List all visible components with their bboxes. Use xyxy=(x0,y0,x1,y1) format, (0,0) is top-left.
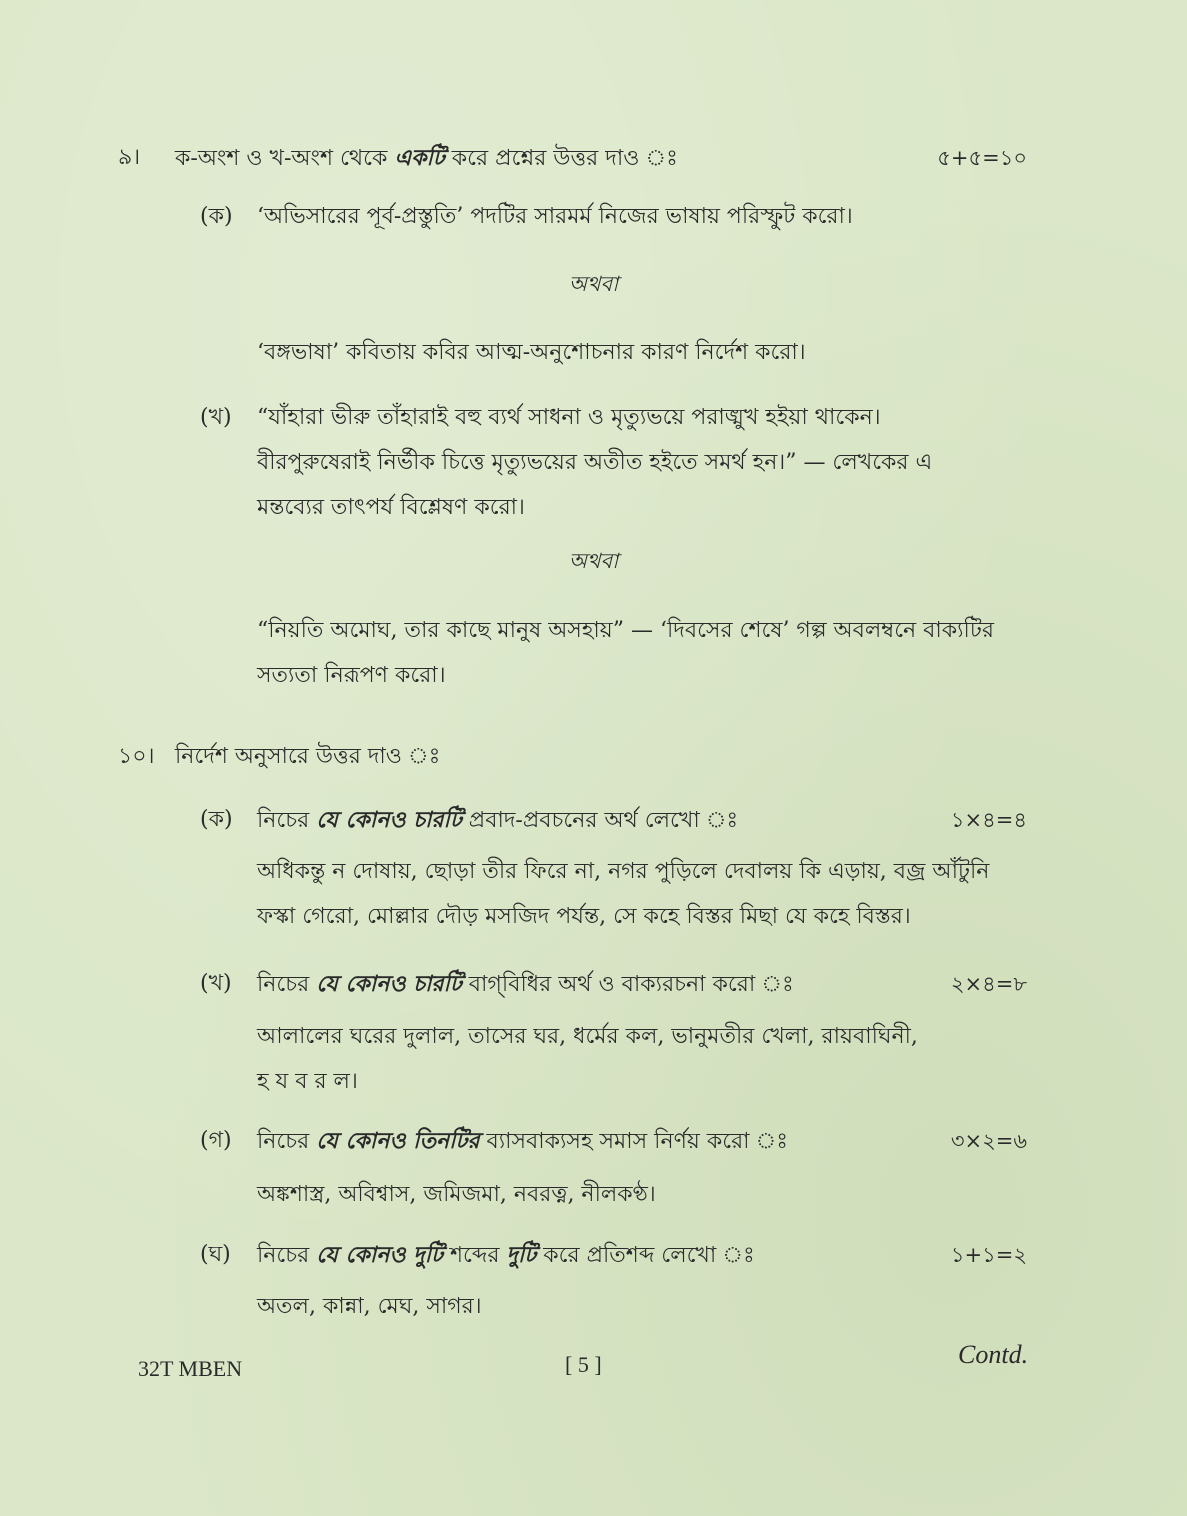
q9-ka-text: ‘অভিসারের পূর্ব-প্রস্তুতি’ পদটির সারমর্ম নিজের ভাষায় পরিস্ফুট করো। xyxy=(257,204,853,229)
q10-ka-marks: ১×৪=৪ xyxy=(950,808,1027,832)
or-separator-1: অথবা xyxy=(568,272,619,296)
instruction-text-end: প্রবাদ-প্রবচনের অর্থ লেখো ঃ xyxy=(461,808,739,833)
intro-text: ক-অংশ ও খ-অংশ থেকে xyxy=(175,146,395,171)
q10-kha-line-1: আলালের ঘরের দুলাল, তাসের ঘর, ধর্মের কল, ভানুমতীর খেলা, রায়বাঘিনী, xyxy=(257,1024,918,1049)
q10-gha-marks: ১+১=২ xyxy=(950,1243,1027,1267)
instruction-text: নিচের xyxy=(257,972,317,997)
question-10-number: ১০। xyxy=(118,744,155,769)
q10-kha-label: (খ) xyxy=(200,971,232,996)
continued-note: Contd. xyxy=(958,1340,1029,1369)
instruction-text: নিচের xyxy=(257,1129,317,1154)
q9-kha-label: (খ) xyxy=(200,405,232,430)
instruction-text: নিচের xyxy=(257,1243,317,1268)
q9-kha-alternative-line-2: সত্যতা নিরূপণ করো। xyxy=(257,663,446,688)
q10-gha-instruction xyxy=(257,1240,755,1271)
intro-text-end: করে প্রশ্নের উত্তর দাও ঃ xyxy=(444,146,678,171)
question-10-intro: নির্দেশ অনুসারে উত্তর দাও ঃ xyxy=(175,744,441,769)
q10-ga-instruction xyxy=(257,1126,788,1157)
or-separator-2: অথবা xyxy=(568,549,619,573)
q10-gha-line-1: অতল, কান্না, মেঘ, সাগর। xyxy=(257,1294,482,1319)
q10-ka-line-2: ফস্কা গেরো, মোল্লার দৌড় মসজিদ পর্যন্ত, সে কহে বিস্তর মিছা যে কহে বিস্তর। xyxy=(257,904,911,929)
q9-ka-alternative: ‘বঙ্গভাষা’ কবিতায় কবির আত্ম-অনুশোচনার কারণ নির্দেশ করো। xyxy=(257,340,806,365)
instruction-emphasis: যে কোনও চারটি xyxy=(316,971,462,997)
instruction-text-end: করে প্রতিশব্দ লেখো ঃ xyxy=(536,1243,755,1268)
q9-kha-line-3: মন্তব্যের তাৎপর্য বিশ্লেষণ করো। xyxy=(257,495,525,520)
q10-ga-line-1: অঙ্কশাস্ত্র, অবিশ্বাস, জমিজমা, নবরত্ন, নীলকণ্ঠ। xyxy=(257,1182,656,1207)
question-9-marks: ৫+৫=১০ xyxy=(937,146,1027,170)
q10-gha-label: (ঘ) xyxy=(200,1242,231,1267)
q9-ka-label: (ক) xyxy=(200,204,233,229)
q10-kha-marks: ২×৪=৮ xyxy=(950,972,1027,996)
q10-ga-marks: ৩×২=৬ xyxy=(950,1129,1027,1153)
instruction-emphasis-2: দুটি xyxy=(506,1242,537,1268)
instruction-text-end: বাগ্‌বিধির অর্থ ও বাক্যরচনা করো ঃ xyxy=(461,972,794,997)
instruction-emphasis: যে কোনও চারটি xyxy=(316,807,462,833)
instruction-text: নিচের xyxy=(257,808,317,833)
question-9-intro xyxy=(175,143,678,174)
page-number: [ 5 ] xyxy=(565,1352,602,1377)
q10-kha-line-2: হ য ব র ল। xyxy=(257,1069,358,1094)
q9-kha-line-1: “যাঁহারা ভীরু তাঁহারাই বহু ব্যর্থ সাধনা ও মৃত্যুভয়ে পরাঙ্মুখ হইয়া থাকেন। xyxy=(257,405,881,430)
paper-code: 32T MBEN xyxy=(138,1356,243,1381)
instruction-emphasis: যে কোনও দুটি xyxy=(316,1242,444,1268)
q9-kha-alternative-line-1: “নিয়তি অমোঘ, তার কাছে মানুষ অসহায়” — ‘দিবসের শেষে’ গল্প অবলম্বনে বাক্যটির xyxy=(257,618,994,643)
instruction-text-mid: শব্দের xyxy=(443,1243,507,1268)
q10-kha-instruction xyxy=(257,969,794,1000)
q10-ka-line-1: অধিকন্তু ন দোষায়, ছোড়া তীর ফিরে না, নগর পুড়িলে দেবালয় কি এড়ায়, বজ্র আঁটুনি xyxy=(257,859,990,884)
instruction-emphasis: যে কোনও তিনটির xyxy=(316,1128,480,1154)
q10-ga-label: (গ) xyxy=(200,1128,232,1153)
intro-emphasis: একটি xyxy=(394,145,445,171)
q9-kha-line-2: বীরপুরুষেরাই নির্ভীক চিত্তে মৃত্যুভয়ের অতীত হইতে সমর্থ হন।” — লেখকের এ xyxy=(257,450,933,475)
question-9-number: ৯। xyxy=(118,145,141,170)
instruction-text-end: ব্যাসবাক্যসহ সমাস নির্ণয় করো ঃ xyxy=(479,1129,788,1154)
q10-ka-label: (ক) xyxy=(200,807,233,832)
q10-ka-instruction xyxy=(257,805,738,836)
